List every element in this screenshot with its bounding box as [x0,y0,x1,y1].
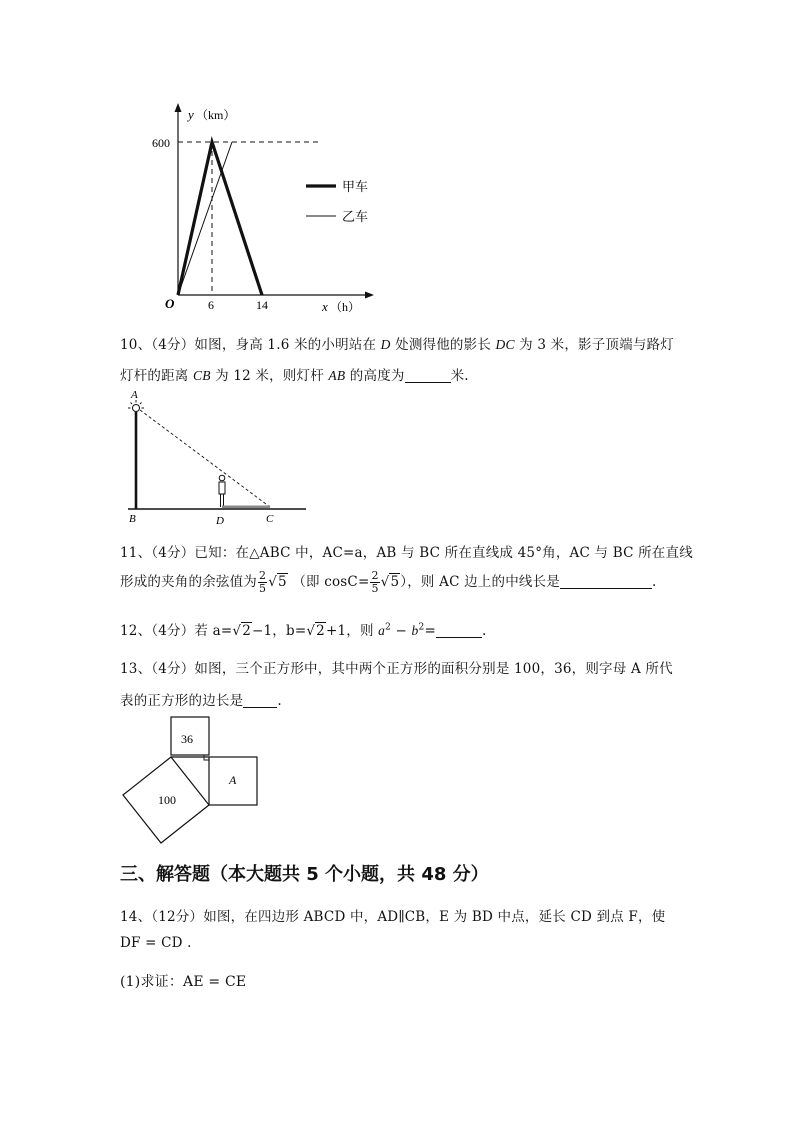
q10-line2 [120,364,469,384]
q14-line1 [120,905,665,925]
q11-sqrt-2: √5 [380,574,400,590]
label-36: 36 [181,732,193,746]
q13-answer-blank[interactable] [243,693,277,708]
q12-exponent: 2 [418,622,425,633]
label-a: A [229,773,237,787]
origin-label: O [165,296,175,311]
q10-text: 处测得他的影长 [390,337,496,353]
legend-yi-label: 乙车 [342,210,369,225]
q11-line2 [120,570,657,595]
x-tick-14: 14 [256,298,268,312]
q14-line2 [120,935,192,951]
q14-part-number: (1) [120,974,141,990]
person-icon [219,475,225,507]
light-ray-dashed [140,410,270,507]
q12-line [120,619,486,639]
q14-part1 [120,971,246,991]
q10-var-dc: DC [495,337,515,352]
point-c-label: C [266,513,274,525]
fraction-denominator: 5 [371,582,379,595]
q12-sqrt-b: √2 [306,623,325,639]
q11-text: 形成的夹角的余弦值为 [120,574,257,590]
three-squares-figure [118,712,268,850]
q11-text: ），则 AC 边上的中线长是 [400,574,560,590]
radicand: 2 [242,623,251,639]
q13-line1 [120,657,673,677]
q12-equals: = [424,623,436,639]
distance-time-graph [140,95,380,320]
point-a-label: A [131,389,138,401]
q12-text: +1，则 [325,623,374,639]
q10-answer-blank[interactable] [405,368,451,383]
radicand: 5 [278,574,287,590]
q14-text: 14、（12分）如图，在四边形 ABCD 中，AD∥CB，E 为 BD 中点，延长 CD 到点 F，使 [120,909,666,925]
y-tick-600: 600 [152,136,170,150]
q10-var-cb: CB [193,368,211,383]
q14-text: DF = CD . [120,935,192,951]
q14-part-text: 求证：AE = CE [140,974,247,990]
q13-line2 [120,689,282,709]
q10-text: 为 12 米，则灯杆 [210,368,329,384]
legend-jia-label: 甲车 [342,180,369,195]
fraction-numerator: 2 [259,569,267,582]
q11-text: 11、（4分）已知：在△ABC 中，AC=a，AB 与 BC 所在直线成 45°角，AC 与 BC 所在直线 [120,545,693,561]
fraction-denominator: 5 [259,582,267,595]
x-axis-arrow [365,292,374,299]
q12-text: 12、（4分）若 a= [120,623,233,639]
q13-text: 13、（4分）如图，三个正方形中，其中两个正方形的面积分别是 100，36，则字母 A 所代 [120,661,673,677]
q12-sqrt-a: √2 [232,623,251,639]
q12-exponent: 2 [385,622,392,633]
radicand: 2 [316,623,325,639]
q11-sqrt: √5 [268,574,287,590]
y-axis-var: y [188,107,194,122]
q10-var-d: D [380,337,391,352]
y-axis-unit: （km） [196,108,236,122]
label-100: 100 [158,793,176,807]
q12-answer-blank[interactable] [436,623,482,638]
q10-text: 10、（4分）如图，身高 1.6 米的小明站在 [120,337,381,353]
q13-text: 表的正方形的边长是 [120,693,244,709]
q10-line1 [120,333,674,353]
point-b-label: B [129,513,136,525]
car-yi-line [178,142,232,295]
q11-fraction [258,570,267,595]
q10-text: 灯杆的距离 [120,368,193,384]
q13-text: . [277,693,282,709]
q12-text: . [481,623,487,639]
fraction-numerator: 2 [371,569,379,582]
q12-var-a: a [378,623,386,638]
q11-text: . [652,574,657,590]
lamp-light-icon [128,400,144,412]
radicand: 5 [390,574,400,590]
q11-answer-blank[interactable] [560,574,652,589]
point-d-label: D [216,515,224,527]
q12-minus: − [391,623,412,639]
car-jia-line [178,142,262,295]
x-axis-unit: （h） [330,300,361,314]
q10-text: 的高度为 [345,368,405,384]
x-axis-var: x [322,299,328,314]
q12-text: −1，b= [251,623,307,639]
q11-text: （即 cosC= [292,574,370,590]
q11-fraction-2 [370,570,379,595]
lamp-post-figure [118,388,318,528]
q10-text: 米. [450,368,469,384]
section-title: 三、解答题（本大题共 5 个小题，共 48 分） [120,864,489,885]
q11-line1 [120,541,693,561]
q10-text: 为 3 米，影子顶端与路灯 [514,337,674,353]
x-tick-6: 6 [208,298,214,312]
y-axis-arrow [175,103,182,112]
q12-var-b: b [411,623,419,638]
q10-var-ab: AB [328,368,346,383]
